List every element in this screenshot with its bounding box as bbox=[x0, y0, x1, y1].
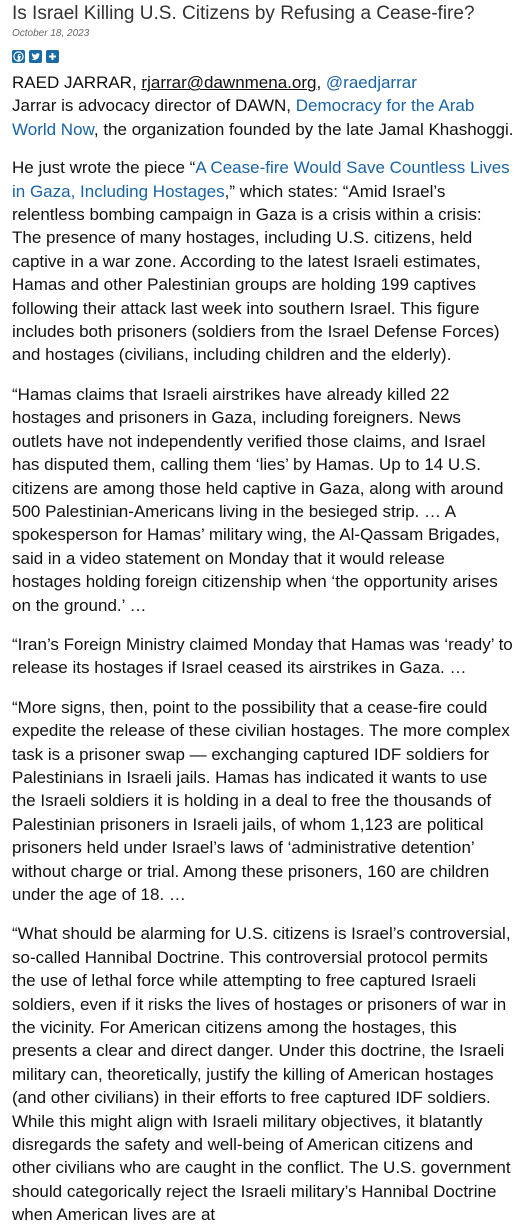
paragraph-1-lead: He just wrote the piece “ bbox=[12, 158, 196, 178]
author-twitter-link[interactable]: @raedjarrar bbox=[325, 73, 417, 92]
facebook-icon bbox=[12, 50, 25, 63]
share-bar bbox=[12, 50, 515, 64]
paragraph-3: “Iran’s Foreign Ministry claimed Monday that Hamas was ‘ready’ to release its hostages if Israel ceased its airstrikes in Gaza. … bbox=[12, 634, 513, 678]
organization-link[interactable]: Democracy for the Arab World Now bbox=[12, 96, 475, 139]
paragraph-1 bbox=[12, 156, 515, 367]
separator: , bbox=[316, 73, 326, 92]
article-title: Is Israel Killing U.S. Citizens by Refusing a Cease-fire? bbox=[12, 3, 475, 24]
paragraph-2: “Hamas claims that Israeli airstrikes have already killed 22 hostages and prisoners in Gaza, including foreigners. News outlets have not independently verified those claims, and Israel has disputed them, calling them ‘lies’ by Hamas. Up to 14 U.S. citizens are among those held captive in Gaza, along with around 500 Palestinian-Americans living in the besieged strip. … A spokesperson for Hamas’ military wing, the Al-Qassam Brigades, said in a video statement on Monday that it would release hostages holding foreign citizenship when ‘the opportunity arises on the ground.’ … bbox=[12, 384, 504, 615]
author-bio-text: Jarrar is advocacy director of DAWN, bbox=[12, 96, 296, 116]
plus-icon bbox=[46, 50, 59, 63]
article-date: October 18, 2023 bbox=[12, 28, 90, 39]
author-intro bbox=[12, 71, 515, 141]
paragraph-4: “More signs, then, point to the possibility that a cease-fire could expedite the release of these civilian hostages. The more complex task is a prisoner swap — exchanging captured IDF soldiers for Palestinians in Israeli jails. Hamas has indicated it wants to use the Israeli soldiers it is holding in a deal to free the thousands of Palestinian prisoners in Israeli jails, of whom 1,123 are political prisoners held under Israel’s laws of ‘administrative detention’ without charge or trial. Among these prisoners, 160 are children under the age of 18. … bbox=[12, 697, 510, 904]
article-body bbox=[12, 71, 515, 1227]
author-name: RAED JARRAR, bbox=[12, 73, 142, 92]
cited-piece-link[interactable]: A Cease-fire Would Save Countless Lives in Gaza, Including Hostages bbox=[12, 158, 510, 201]
author-bio-text-end: , the organization founded by the late Jamal Khashoggi. bbox=[93, 119, 514, 139]
twitter-share-button[interactable] bbox=[29, 50, 42, 63]
author-email-link[interactable]: rjarrar@dawnmena.org bbox=[141, 73, 317, 92]
facebook-share-button[interactable] bbox=[12, 50, 25, 63]
paragraph-5: “What should be alarming for U.S. citizens is Israel’s controversial, so-called Hannibal Doctrine. This controversial protocol permits the use of lethal force while attempting to free captured Israeli soldiers, even if it risks the lives of hostages or prisoners of war in the vicinity. For American citizens among the hostages, this presents a clear and direct danger. Under this doctrine, the Israeli military can, theoretically, justify the killing of American hostages (and other civilians) in their efforts to free captured IDF soldiers. While this might align with Israeli military objectives, it blatantly disregards the safety and well-being of American citizens and other civilians who are caught in the conflict. The U.S. government should categorically reject the Israeli military’s Hannibal Doctrine when American lives are at bbox=[12, 924, 511, 1225]
more-share-button[interactable] bbox=[46, 50, 59, 63]
twitter-icon bbox=[29, 50, 42, 63]
paragraph-1-text: ,” which states: “Amid Israel’s relentless bombing campaign in Gaza is a crisis within a crisis: The presence of many hostages, including U.S. citizens, held captive in a war zone. According to the latest Israeli estimates, Hamas and other Palestinian groups are holding 199 captives following their attack last week into southern Israel. This figure includes both prisoners (soldiers from the Israel Defense Forces) and hostages (civilians, including children and the elderly). bbox=[12, 181, 500, 365]
